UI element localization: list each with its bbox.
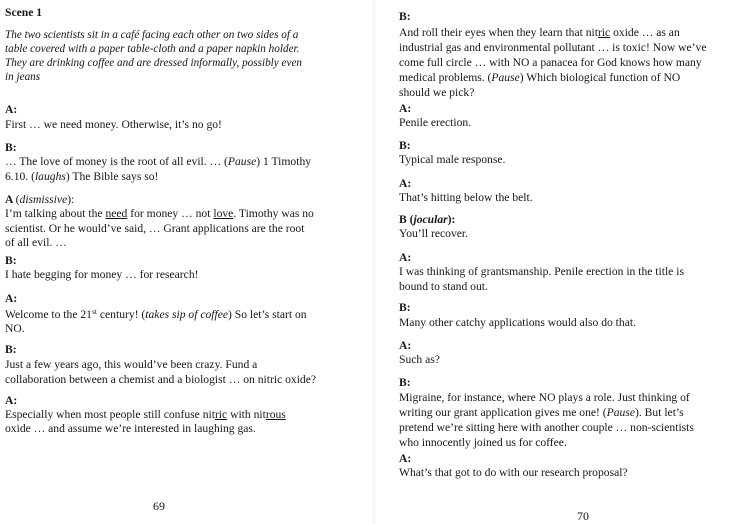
dialogue-line: 6.10. (laughs) The Bible says so! — [5, 170, 159, 183]
speaker-label: B: — [399, 139, 411, 152]
dialogue-line: of all evil. … — [5, 236, 67, 249]
dialogue-line: Especially when most people still confuse nitric with nitrous — [5, 408, 286, 421]
dialogue-line: medical problems. (Pause) Which biological function of NO — [399, 71, 681, 84]
dialogue-line: oxide … and assume we’re interested in laughing gas. — [5, 422, 256, 435]
dialogue-line: come full circle … with NO a panacea for God knows how many — [399, 56, 702, 69]
dialogue-line: should we pick? — [399, 86, 475, 99]
dialogue-line: Just a few years ago, this would’ve been crazy. Fund a — [5, 358, 258, 371]
dialogue-line: I’m talking about the need for money … not love. Timothy was no — [5, 207, 314, 220]
dialogue-line: Many other catchy applications would also do that. — [399, 316, 636, 329]
speaker-label: A: — [399, 251, 412, 264]
scene-title: Scene 1 — [5, 6, 43, 19]
page-number: 69 — [153, 499, 165, 513]
dialogue-line: Welcome to the 21st century! (takes sip of coffee) So let’s start on — [5, 307, 307, 321]
right-page — [375, 0, 741, 524]
speaker-label: A: — [399, 452, 412, 465]
dialogue-line: You’ll recover. — [399, 227, 469, 240]
dialogue-line: I was thinking of grantsmanship. Penile erection in the title is — [399, 265, 684, 278]
dialogue-line: First … we need money. Otherwise, it’s no go! — [5, 118, 222, 131]
dialogue-line: Penile erection. — [399, 116, 472, 129]
speaker-label: B: — [399, 10, 411, 23]
dialogue-line: That’s hitting below the belt. — [399, 191, 533, 204]
speaker-label: A: — [399, 102, 412, 115]
dialogue-line: scientist. Or he would’ve said, … Grant applications are the root — [5, 222, 305, 235]
page-number: 70 — [577, 509, 589, 523]
dialogue-line: pretend we’re sitting here with another couple … non-scientists — [399, 421, 694, 434]
speaker-label: B (jocular): — [399, 213, 456, 226]
speaker-label: B: — [399, 376, 411, 389]
speaker-label: A: — [5, 292, 18, 305]
speaker-label: B: — [399, 301, 411, 314]
dialogue-line: Migraine, for instance, where NO plays a role. Just thinking of — [399, 391, 690, 404]
speaker-label: A: — [5, 394, 18, 407]
stage-direction-line: The two scientists sit in a café facing each other on two sides of a — [5, 29, 299, 41]
dialogue-line: I hate begging for money … for research! — [5, 268, 199, 281]
dialogue-line: What’s that got to do with our research proposal? — [399, 466, 628, 479]
dialogue-line: collaboration between a chemist and a biologist … on nitric oxide? — [5, 373, 317, 386]
dialogue-line: bound to stand out. — [399, 280, 488, 293]
dialogue-line: NO. — [5, 322, 25, 335]
stage-direction-line: in jeans — [5, 71, 41, 83]
dialogue-line: Typical male response. — [399, 153, 506, 166]
stage-direction-line: table covered with a paper table-cloth and a paper napkin holder. — [5, 43, 300, 55]
stage-direction-line: They are drinking coffee and are dressed informally, possibly even — [5, 57, 303, 69]
speaker-label: A: — [399, 339, 412, 352]
speaker-label: A: — [399, 177, 412, 190]
speaker-label: B: — [5, 343, 17, 356]
dialogue-line: who innocently joined us for coffee. — [399, 436, 567, 449]
speaker-label: A (dismissive): — [5, 193, 75, 206]
dialogue-line: writing our grant application gives me one! (Pause). But let’s — [399, 406, 684, 419]
dialogue-line: industrial gas and environmental pollutant … is toxic! Now we’ve — [399, 41, 707, 54]
dialogue-line: And roll their eyes when they learn that nitric oxide … as an — [399, 26, 680, 39]
dialogue-line: … The love of money is the root of all evil. … (Pause) 1 Timothy — [5, 155, 312, 168]
dialogue-line: Such as? — [399, 353, 440, 366]
speaker-label: A: — [5, 103, 18, 116]
speaker-label: B: — [5, 141, 17, 154]
speaker-label: B: — [5, 254, 17, 267]
